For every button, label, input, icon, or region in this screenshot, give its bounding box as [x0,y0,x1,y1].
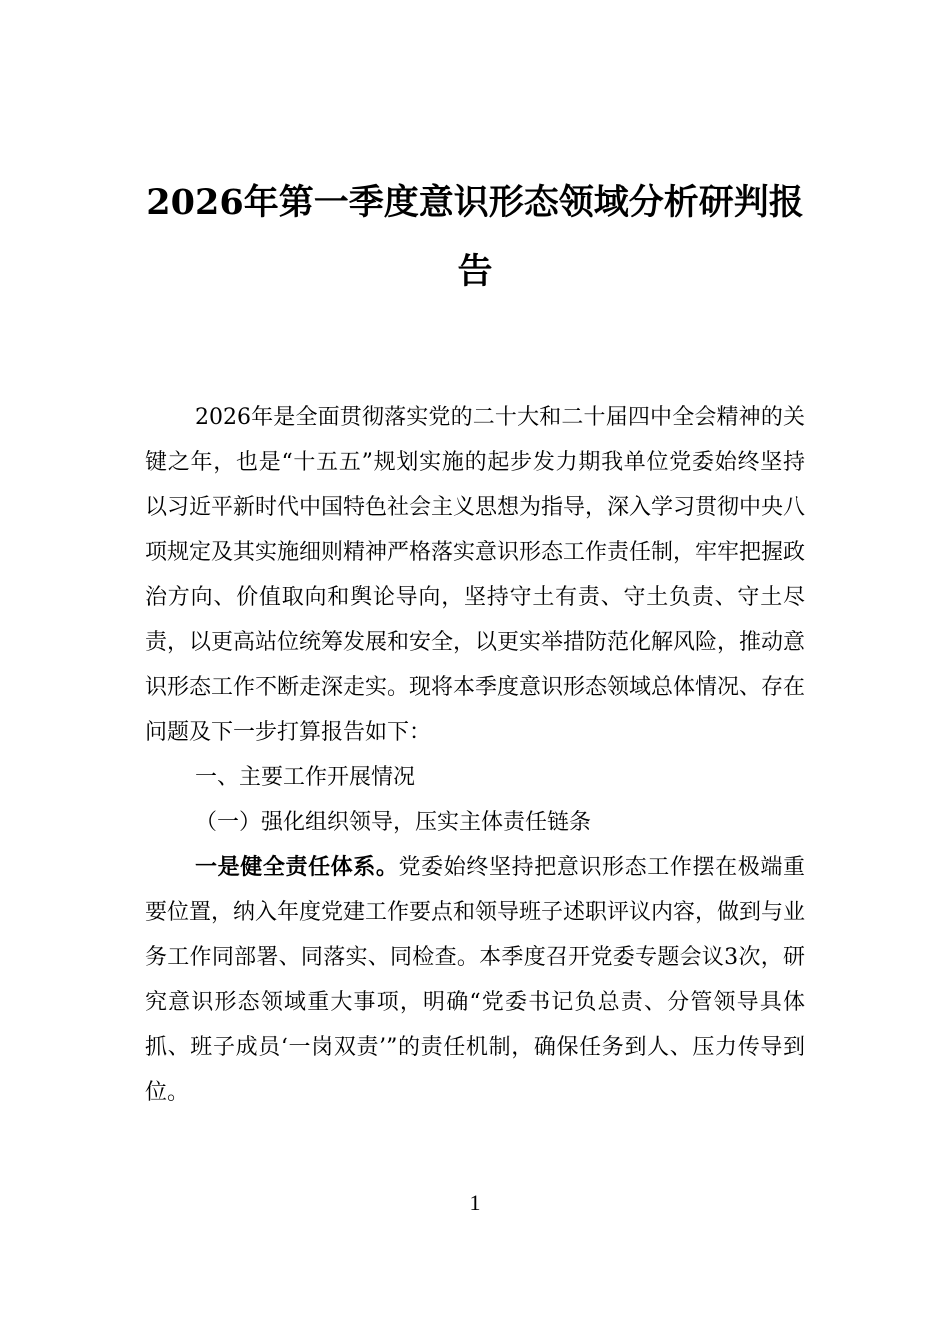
page-number: 1 [469,1190,481,1215]
document-title: 2026年第一季度意识形态领域分析研判报告 [146,182,804,292]
point-lead: 一是健全责任体系。 [195,855,399,880]
point-text: 党委始终坚持把意识形态工作摆在极端重要位置，纳入年度党建工作要点和领导班子述职评议内容，做到与业务工作同部署、同落实、同检查。本季度召开党委专题会议3次，研究意识形态领域重大事项，明确“党委书记负总责、分管领导具体抓、班子成员‘一岗双责’”的责任机制，确保任务到人、压力传导到位。 [145,855,806,1105]
section-heading: 一、主要工作开展情况 [195,765,416,790]
intro-paragraph: 2026年是全面贯彻落实党的二十大和二十届四中全会精神的关键之年，也是“十五五”规划实施的起步发力期我单位党委始终坚持以习近平新时代中国特色社会主义思想为指导，深入学习贯彻中央八项规定及其实施细则精神严格落实意识形态工作责任制，牢牢把握政治方向、价值取向和舆论导向，坚持守土有责、守土负责、守土尽责，以更高站位统筹发展和安全，以更实举措防范化解风险，推动意识形态工作不断走深走实。现将本季度意识形态领域总体情况、存在问题及下一步打算报告如下： [145,405,806,745]
subsection-heading: （一）强化组织领导，压实主体责任链条 [195,810,592,835]
document-body [145,395,805,1115]
point-paragraph [145,845,805,1115]
